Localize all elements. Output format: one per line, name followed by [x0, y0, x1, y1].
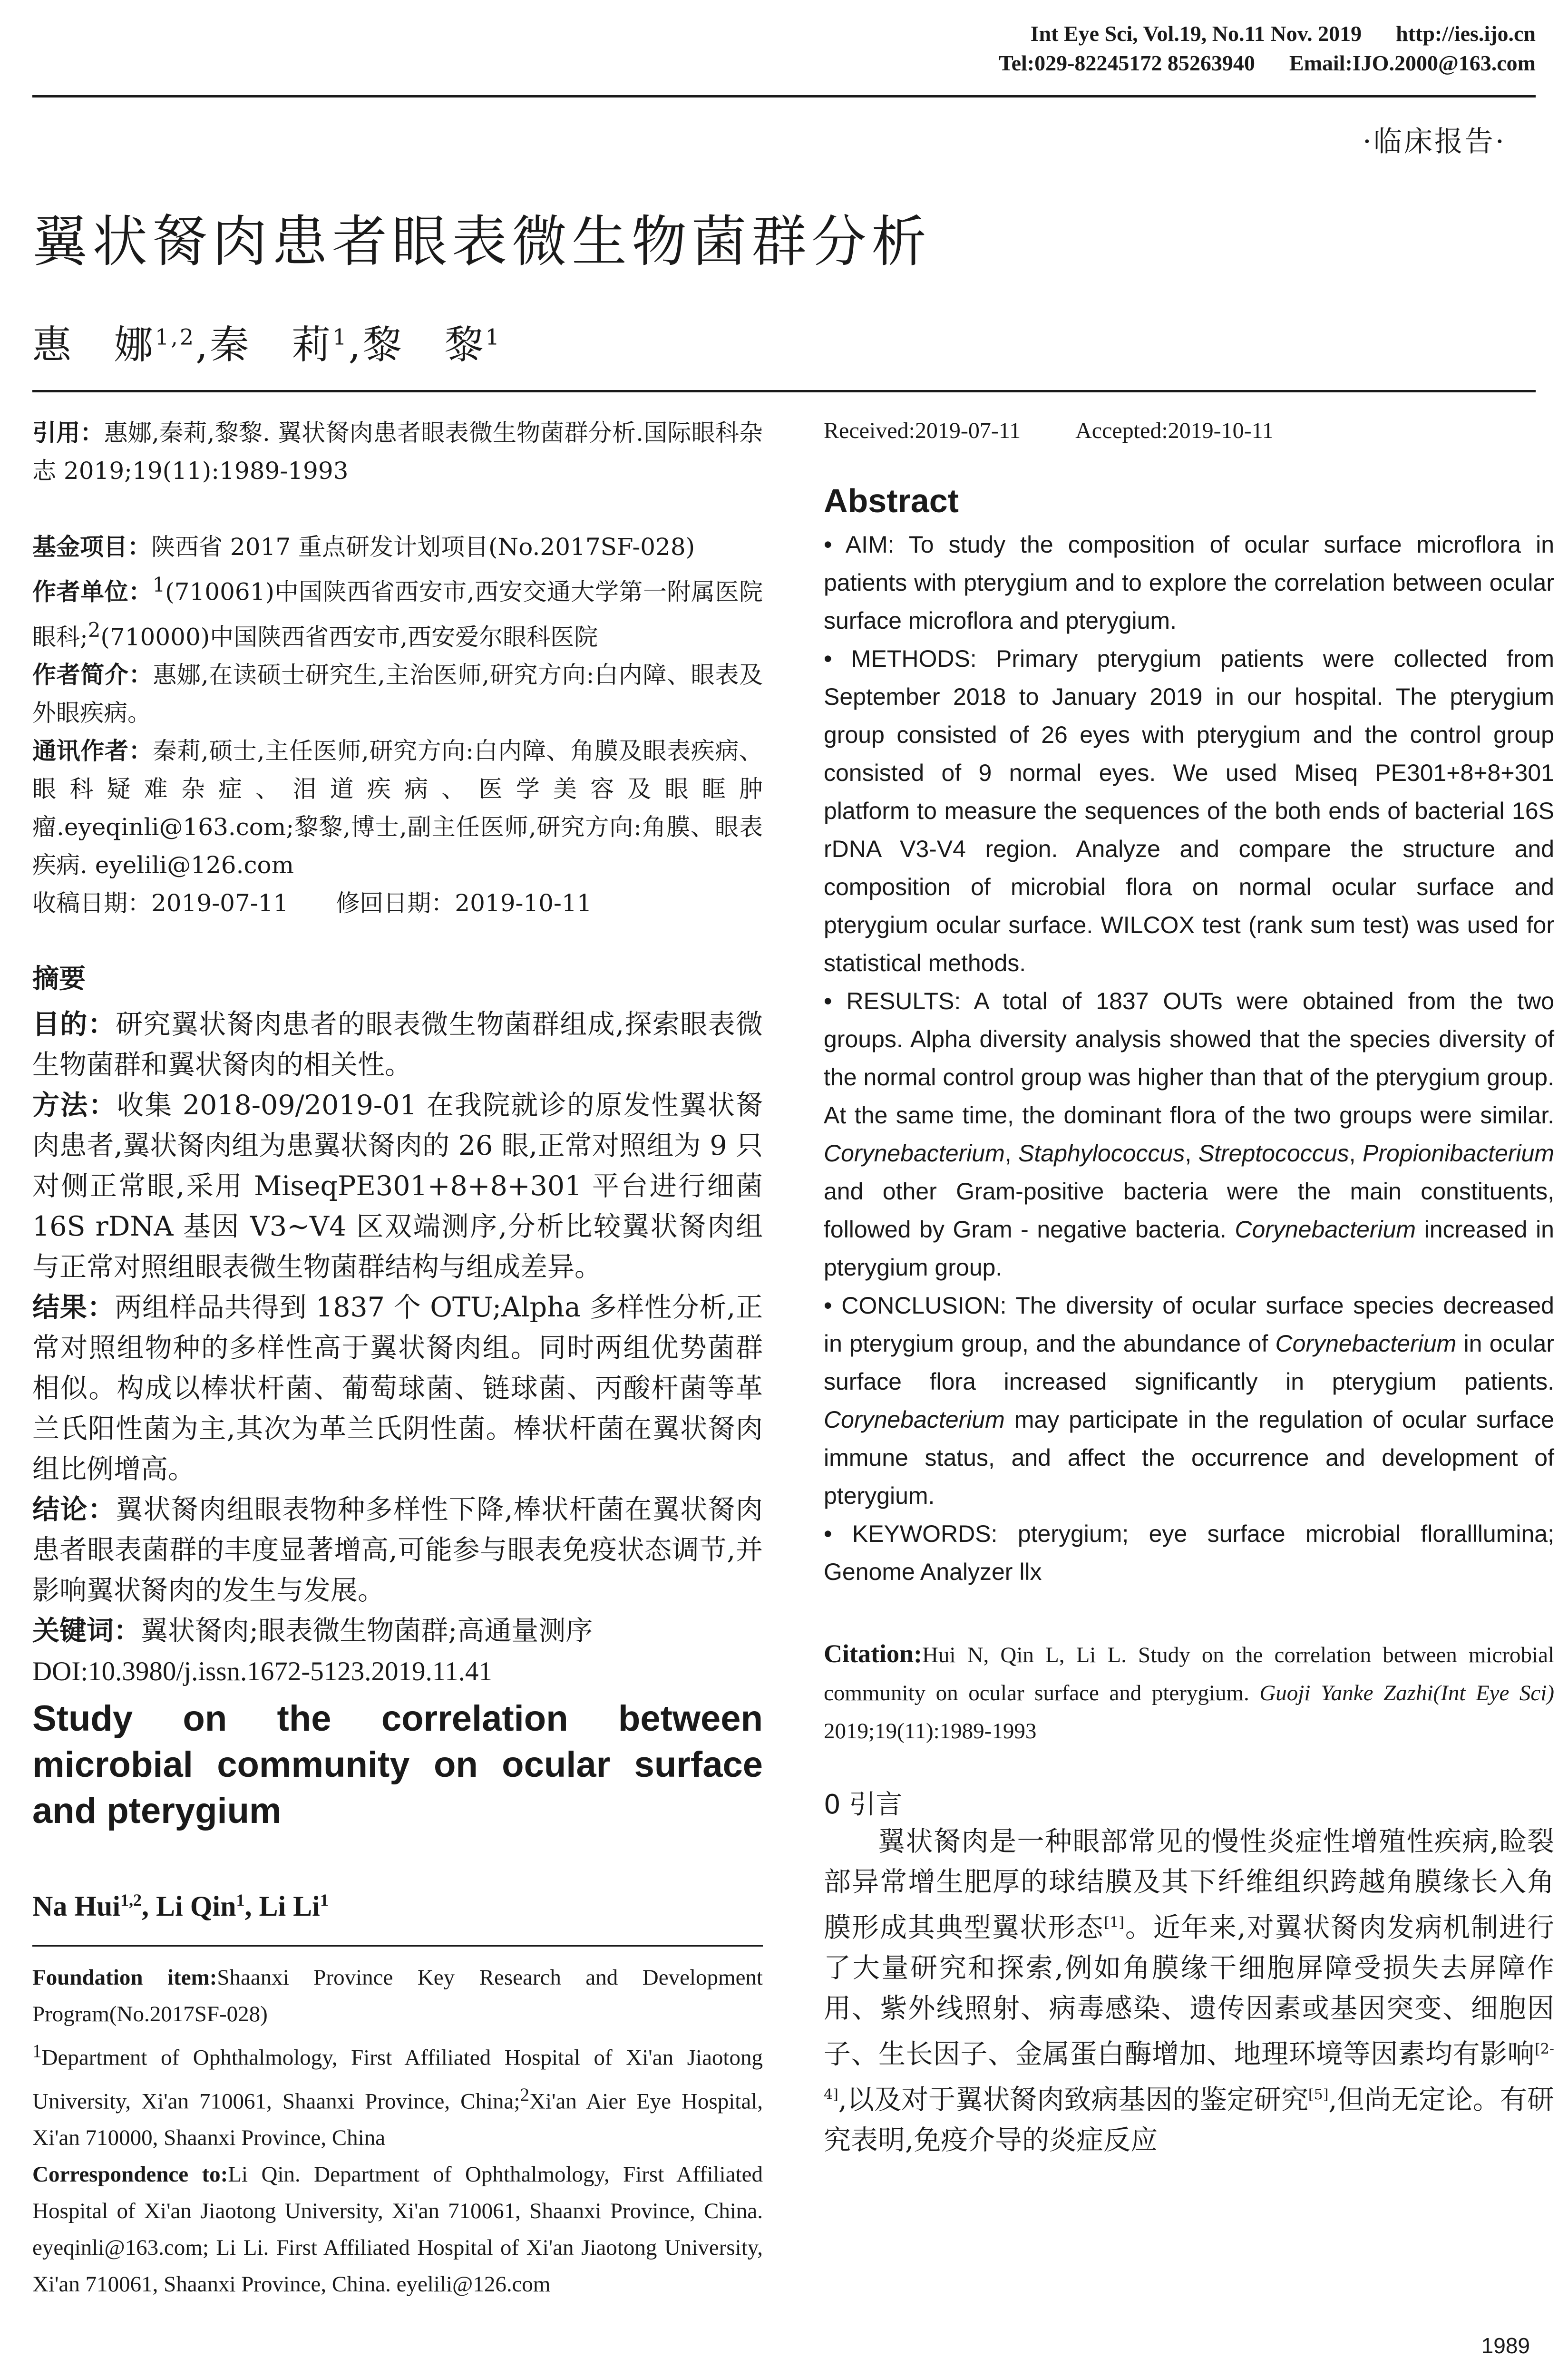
author-name: Na Hui [32, 1890, 121, 1922]
citation-en [824, 1635, 1554, 1750]
header-email[interactable]: Email:IJO.2000@163.com [1289, 51, 1536, 75]
foundation-item [32, 1959, 763, 2033]
citation-label: 引用： [32, 419, 104, 447]
reference-marker[interactable]: [2-4] [824, 2041, 1554, 2103]
results-text: A total of 1837 OUTs were obtained from the two groups. Alpha diversity analysis showed that the species diversity of the normal control group was higher than that of the pterygium group. At the same time, the dominant flora of the two groups were similar. [824, 988, 1554, 1129]
doi[interactable]: DOI:10.3980/j.issn.1672-5123.2019.11.41 [32, 1656, 492, 1687]
abstract-heading: Abstract [824, 482, 959, 519]
separator: , [1185, 1140, 1198, 1167]
article-category: ·临床报告· [1362, 125, 1506, 158]
received-accepted [824, 418, 1554, 444]
correspondence-label: Correspondence to: [32, 2162, 228, 2187]
abstract-aim [824, 526, 1554, 640]
english-title-line: Study on the correlation between [32, 1698, 763, 1739]
header-rule [32, 95, 1536, 97]
aim-label: 目的： [32, 1009, 116, 1041]
keywords-text: 翼状胬肉;眼表微生物菌群;高通量测序 [141, 1615, 593, 1647]
received-dates-cn: 收稿日期：2019-07-11 修回日期：2019-10-11 [32, 889, 592, 917]
conclusion-text: may participate in the regulation of ocular surface immune status, and affect the occurrence and development of pterygium. [824, 1406, 1554, 1509]
right-column [824, 418, 1554, 2161]
abstract-keywords [824, 1515, 1554, 1591]
title-rule [32, 390, 1536, 392]
author-name: 秦 莉 [210, 322, 333, 368]
intro-text: 翼状胬肉是一种眼部常见的慢性炎症性增殖性疾病,睑裂部异常增生肥厚的球结膜及其下纤维组织跨越角膜缘长入角膜形成其典型翼状形态 [824, 1826, 1554, 1943]
received-date: Received:2019-07-11 [824, 418, 1021, 443]
page-number: 1989 [1481, 2333, 1530, 2358]
fund-label: 基金项目： [32, 533, 151, 561]
author-sup: 1,2 [120, 1890, 142, 1909]
author-sup: 1 [236, 1890, 245, 1909]
reference-marker[interactable]: [5] [1308, 2086, 1329, 2103]
corr-text: 秦莉,硕士,主任医师,研究方向:白内障、角膜及眼表疾病、眼科疑难杂症、泪道疾病、医学美容及眼眶肿瘤.eyeqinli@163.com;黎黎,博士,副主任医师,研究方向:角膜、眼表疾病. eyelili@126.com [32, 737, 763, 879]
english-title-line: microbial community on ocular surface [32, 1744, 763, 1785]
unit-sup: 1 [152, 573, 166, 596]
separator: , [1004, 1140, 1019, 1167]
aim-text: To study the composition of ocular surface microflora in patients with pterygium and to explore the correlation between ocular surface microflora and pterygium. [824, 531, 1555, 634]
header-url[interactable]: http://ies.ijo.cn [1396, 21, 1536, 46]
author-bio [32, 656, 763, 732]
unit-sup: 2 [88, 618, 101, 642]
english-title-line: and pterygium [32, 1791, 282, 1831]
methods-text: 收集 2018-09/2019-01 在我院就诊的原发性翼状胬肉患者,翼状胬肉组为患翼状胬肉的 26 眼,正常对照组为 9 只对侧正常眼,采用 MiseqPE301+8+8+301 平台进行细菌 16S rDNA 基因 V3~V4 区双端测序,分析比较翼状胬肉组与正常对照组眼表微生物菌群结构与组成差异。 [32, 1090, 763, 1283]
author-sup: 1 [485, 324, 501, 350]
correspondence [32, 2156, 763, 2303]
corr-label: 通讯作者： [32, 737, 153, 765]
aff-text: Xi'an Aier Eye Hospital, Xi'an 710000, Shaanxi Province, China [32, 2089, 763, 2151]
genus-name: Corynebacterium [1275, 1330, 1457, 1357]
footnote-rule [32, 1945, 763, 1947]
intro-text: ,以及对于翼状胬肉致病基因的鉴定研究 [838, 2084, 1308, 2115]
keywords-label: 关键词： [32, 1615, 141, 1647]
conclusion-text: The diversity of ocular surface species decreased in pterygium group, and the abundance of [824, 1292, 1554, 1357]
bio-label: 作者简介： [32, 661, 153, 689]
page-title: 翼状胬肉患者眼表微生物菌群分析 [32, 210, 931, 274]
reference-marker[interactable]: [1] [1104, 1914, 1124, 1931]
corresponding-author [32, 732, 763, 884]
abstract-results-cn [32, 1287, 763, 1490]
author-units [32, 566, 763, 656]
genus-name: Staphylococcus [1018, 1140, 1185, 1167]
methods-label: • METHODS: [824, 645, 977, 672]
abstract-conclusion [824, 1286, 1554, 1515]
authors-cn: 惠 娜$^{1,2}$,秦 莉$^1$,黎 黎$^1$ [32, 322, 501, 368]
results-label: 结果： [32, 1292, 115, 1324]
author-sup: 1 [332, 324, 349, 350]
citation-cn [32, 414, 763, 490]
bio-text: 惠娜,在读硕士研究生,主治医师,研究方向:白内障、眼表及外眼疾病。 [32, 661, 763, 727]
intro-paragraph [824, 1822, 1554, 2161]
methods-label: 方法： [32, 1090, 117, 1121]
abstract-methods [824, 640, 1554, 982]
running-header [999, 19, 1536, 78]
results-text: and other Gram-positive bacteria were the main constituents, followed by Gram - negative bacteria. [824, 1178, 1554, 1243]
fund-info [32, 528, 763, 566]
section-heading-intro: 0 引言 [824, 1789, 903, 1820]
unit-label: 作者单位： [32, 578, 153, 606]
author-name: Li Qin [156, 1890, 236, 1922]
aim-label: • AIM: [824, 531, 895, 558]
aff-sup: 2 [520, 2084, 530, 2105]
abstract-conclusion-cn [32, 1490, 763, 1611]
conclusion-text: in ocular surface flora increased significantly in pterygium patients. [824, 1330, 1554, 1395]
foundation-label: Foundation item: [32, 1965, 217, 1990]
author-name: 惠 娜 [32, 322, 156, 368]
genus-name: Streptococcus [1198, 1140, 1349, 1167]
english-authors: Na Hui$^{1,2}$, Li Qin$^1$, Li Li$^1$ [32, 1890, 329, 1922]
author-sup: 1 [320, 1890, 329, 1909]
author-sup: 1,2 [155, 324, 196, 350]
correspondence-text: Li Qin. Department of Ophthalmology, First Affiliated Hospital of Xi'an Jiaotong University, Xi'an 710061, Shaanxi Province, China. eyeqinli@163.com; Li Li. First Affiliated Hospital of Xi'an Jiaotong University, Xi'an 710061, Shaanxi Province, China. eyelili@126.com [32, 2162, 763, 2297]
affiliations [32, 2033, 763, 2156]
left-column [32, 414, 763, 1692]
conclusion-label: • CONCLUSION: [824, 1292, 1007, 1319]
abstract-heading-cn: 摘要 [32, 964, 86, 995]
unit-text: (710061)中国陕西省西安市,西安交通大学第一附属医院眼科; [32, 578, 763, 651]
aff-sup: 1 [32, 2041, 42, 2061]
conclusion-text: 翼状胬肉组眼表物种多样性下降,棒状杆菌在翼状胬肉患者眼表菌群的丰度显著增高,可能参与眼表免疫状态调节,并影响翼状胬肉的发生与发展。 [32, 1494, 763, 1607]
abstract-aim-cn [32, 1004, 763, 1085]
genus-name: Corynebacterium [824, 1140, 1005, 1167]
abstract-methods-cn [32, 1085, 763, 1287]
aim-text: 研究翼状胬肉患者的眼表微生物菌群组成,探索眼表微生物菌群和翼状胬肉的相关性。 [32, 1009, 763, 1081]
genus-name: Corynebacterium [824, 1406, 1005, 1433]
footnotes [32, 1959, 763, 2303]
english-title [32, 1695, 763, 1834]
separator: , [1349, 1140, 1363, 1167]
header-tel: Tel:029-82245172 85263940 [999, 51, 1255, 75]
results-text: increased in pterygium group. [824, 1216, 1554, 1281]
citation-label: Citation: [824, 1639, 922, 1668]
citation-text: Hui N, Qin L, Li L. Study on the correlation between microbial community on ocular surface and pterygium. [824, 1643, 1554, 1705]
author-name: Li Li [259, 1890, 320, 1922]
results-text: 两组样品共得到 1837 个 OTU;Alpha 多样性分析,正常对照组物种的多样性高于翼状胬肉组。同时两组优势菌群相似。构成以棒状杆菌、葡萄球菌、链球菌、丙酸杆菌等革兰氏阳性菌为主,其次为革兰氏阴性菌。棒状杆菌在翼状胬肉组比例增高。 [32, 1292, 763, 1485]
genus-name: Propionibacterium [1363, 1140, 1554, 1167]
results-label: • RESULTS: [824, 988, 961, 1014]
aff-text: Department of Ophthalmology, First Affiliated Hospital of Xi'an Jiaotong University, Xi'an 710061, Shaanxi Province, China; [32, 2045, 763, 2114]
citation-text: 惠娜,秦莉,黎黎. 翼状胬肉患者眼表微生物菌群分析.国际眼科杂志 2019;19(11):1989-1993 [32, 419, 763, 485]
author-name: 黎 黎 [362, 322, 486, 368]
intro-text: 。近年来,对翼状胬肉发病机制进行了大量研究和探索,例如角膜缘干细胞屏障受损失去屏障作用、紫外线照射、病毒感染、遗传因素或基因突变、细胞因子、生长因子、金属蛋白酶增加、地理环境等因素均有影响 [824, 1912, 1554, 2070]
keywords-cn [32, 1611, 763, 1651]
foundation-text: Shaanxi Province Key Research and Development Program(No.2017SF-028) [32, 1965, 763, 2026]
journal-name: Guoji Yanke Zazhi(Int Eye Sci) [1259, 1681, 1554, 1705]
fund-text: 陕西省 2017 重点研发计划项目(No.2017SF-028) [151, 533, 695, 561]
header-journal: Int Eye Sci, Vol.19, No.11 Nov. 2019 [1030, 21, 1362, 46]
genus-name: Corynebacterium [1235, 1216, 1416, 1243]
accepted-date: Accepted:2019-10-11 [1075, 418, 1274, 443]
abstract-results [824, 982, 1554, 1286]
citation-text: 2019;19(11):1989-1993 [824, 1719, 1037, 1744]
keywords-text: pterygium; eye surface microbial floralllumina; Genome Analyzer llx [824, 1520, 1554, 1585]
conclusion-label: 结论： [32, 1494, 116, 1526]
keywords-label: • KEYWORDS: [824, 1520, 998, 1547]
unit-text: (710000)中国陕西省西安市,西安爱尔眼科医院 [100, 623, 598, 651]
english-title-block [32, 1695, 763, 1923]
intro-text: ,但尚无定论。有研究表明,免疫介导的炎症反应 [824, 2084, 1554, 2156]
methods-text: Primary pterygium patients were collected from September 2018 to January 2019 in our hospital. The pterygium group consisted of 26 eyes with pterygium and the control group consisted of 9 normal eyes. We used Miseq PE301+8+8+301 platform to measure the sequences of the both ends of bacterial 16S rDNA V3-V4 region. Analyze and compare the structure and composition of microbial flora on normal ocular surface and pterygium ocular surface. WILCOX test (rank sum test) was used for statistical methods. [824, 645, 1554, 976]
